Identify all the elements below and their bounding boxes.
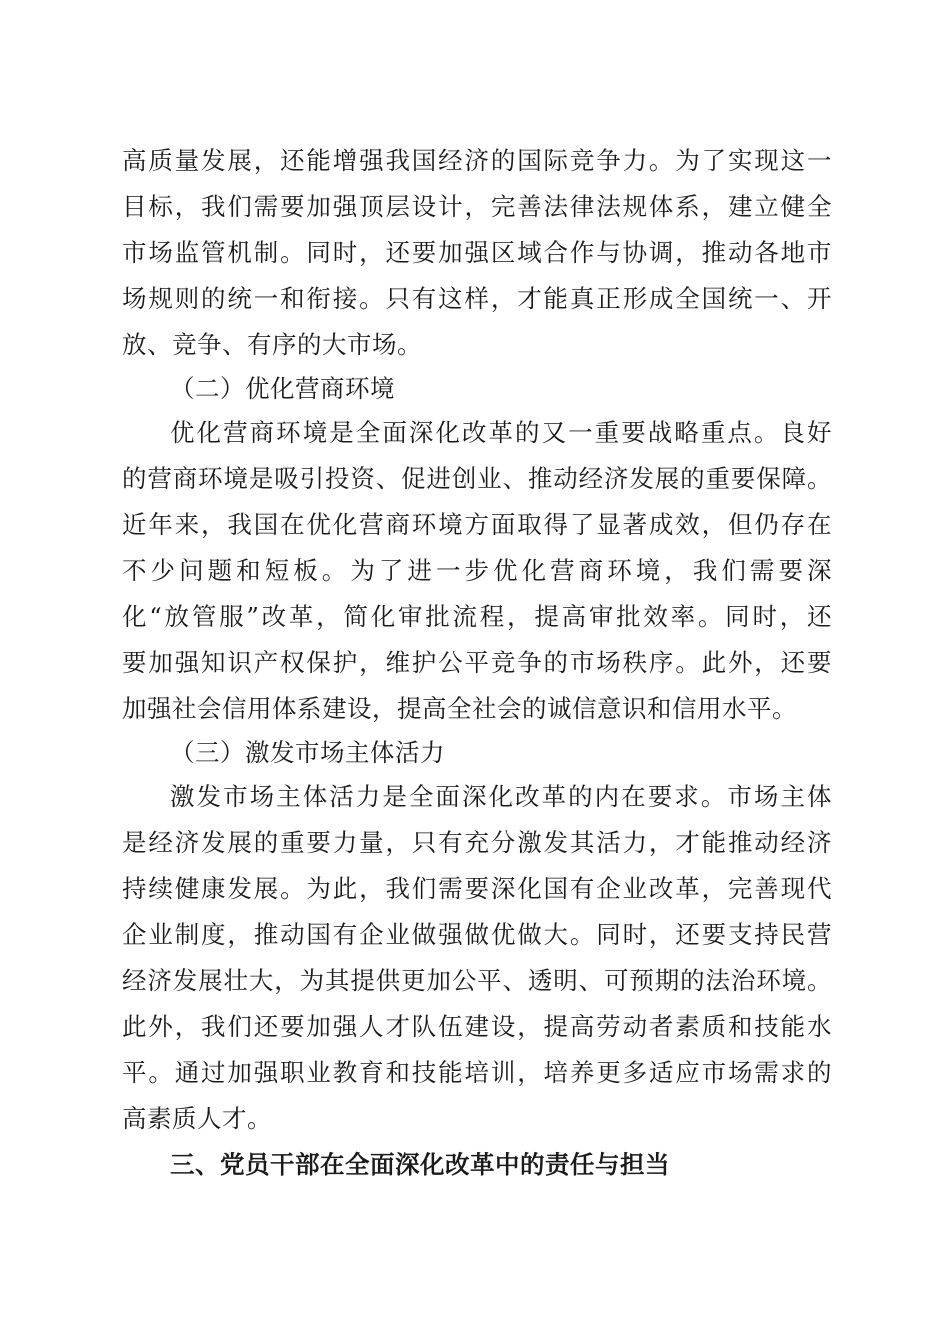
- paragraph-1-line-2: 目标，我们需要加强顶层设计，完善法律法规体系，建立健全: [122, 192, 832, 221]
- section-3-line-4: 企业制度，推动国有企业做强做优做大。同时，还要支持民营: [122, 920, 832, 949]
- section-2-line-1: 优化营商环境是全面深化改革的又一重要战略重点。良好: [170, 418, 832, 447]
- section-3-line-6: 此外，我们还要加强人才队伍建设，提高劳动者素质和技能水: [122, 1012, 832, 1041]
- chapter-3-heading: 三、党员干部在全面深化改革中的责任与担当: [170, 1150, 670, 1179]
- section-2-line-2: 的营商环境是吸引投资、促进创业、推动经济发展的重要保障。: [122, 464, 832, 493]
- paragraph-1-line-3: 市场监管机制。同时，还要加强区域合作与协调，推动各地市: [122, 238, 832, 267]
- section-2-line-3: 近年来，我国在优化营商环境方面取得了显著成效，但仍存在: [122, 510, 832, 539]
- paragraph-1-line-4: 场规则的统一和衔接。只有这样，才能真正形成全国统一、开: [122, 284, 832, 313]
- section-2-line-5: 化“放管服”改革，简化审批流程，提高审批效率。同时，还: [122, 602, 832, 631]
- paragraph-1-line-5: 放、竞争、有序的大市场。: [122, 330, 422, 359]
- section-3-heading: （三）激发市场主体活力: [170, 738, 445, 767]
- section-3-line-8: 高素质人才。: [122, 1104, 272, 1133]
- section-3-line-2: 是经济发展的重要力量，只有充分激发其活力，才能推动经济: [122, 828, 832, 857]
- section-3-line-5: 经济发展壮大，为其提供更加公平、透明、可预期的法治环境。: [122, 966, 832, 995]
- section-2-line-6: 要加强知识产权保护，维护公平竞争的市场秩序。此外，还要: [122, 648, 832, 677]
- paragraph-1-line-1: 高质量发展，还能增强我国经济的国际竞争力。为了实现这一: [122, 146, 832, 175]
- section-2-line-4: 不少问题和短板。为了进一步优化营商环境，我们需要深: [122, 556, 832, 585]
- section-2-line-7: 加强社会信用体系建设，提高全社会的诚信意识和信用水平。: [122, 694, 797, 723]
- section-3-line-1: 激发市场主体活力是全面深化改革的内在要求。市场主体: [170, 782, 832, 811]
- section-3-line-7: 平。通过加强职业教育和技能培训，培养更多适应市场需求的: [122, 1058, 832, 1087]
- section-2-heading: （二）优化营商环境: [170, 374, 395, 403]
- section-3-line-3: 持续健康发展。为此，我们需要深化国有企业改革，完善现代: [122, 874, 832, 903]
